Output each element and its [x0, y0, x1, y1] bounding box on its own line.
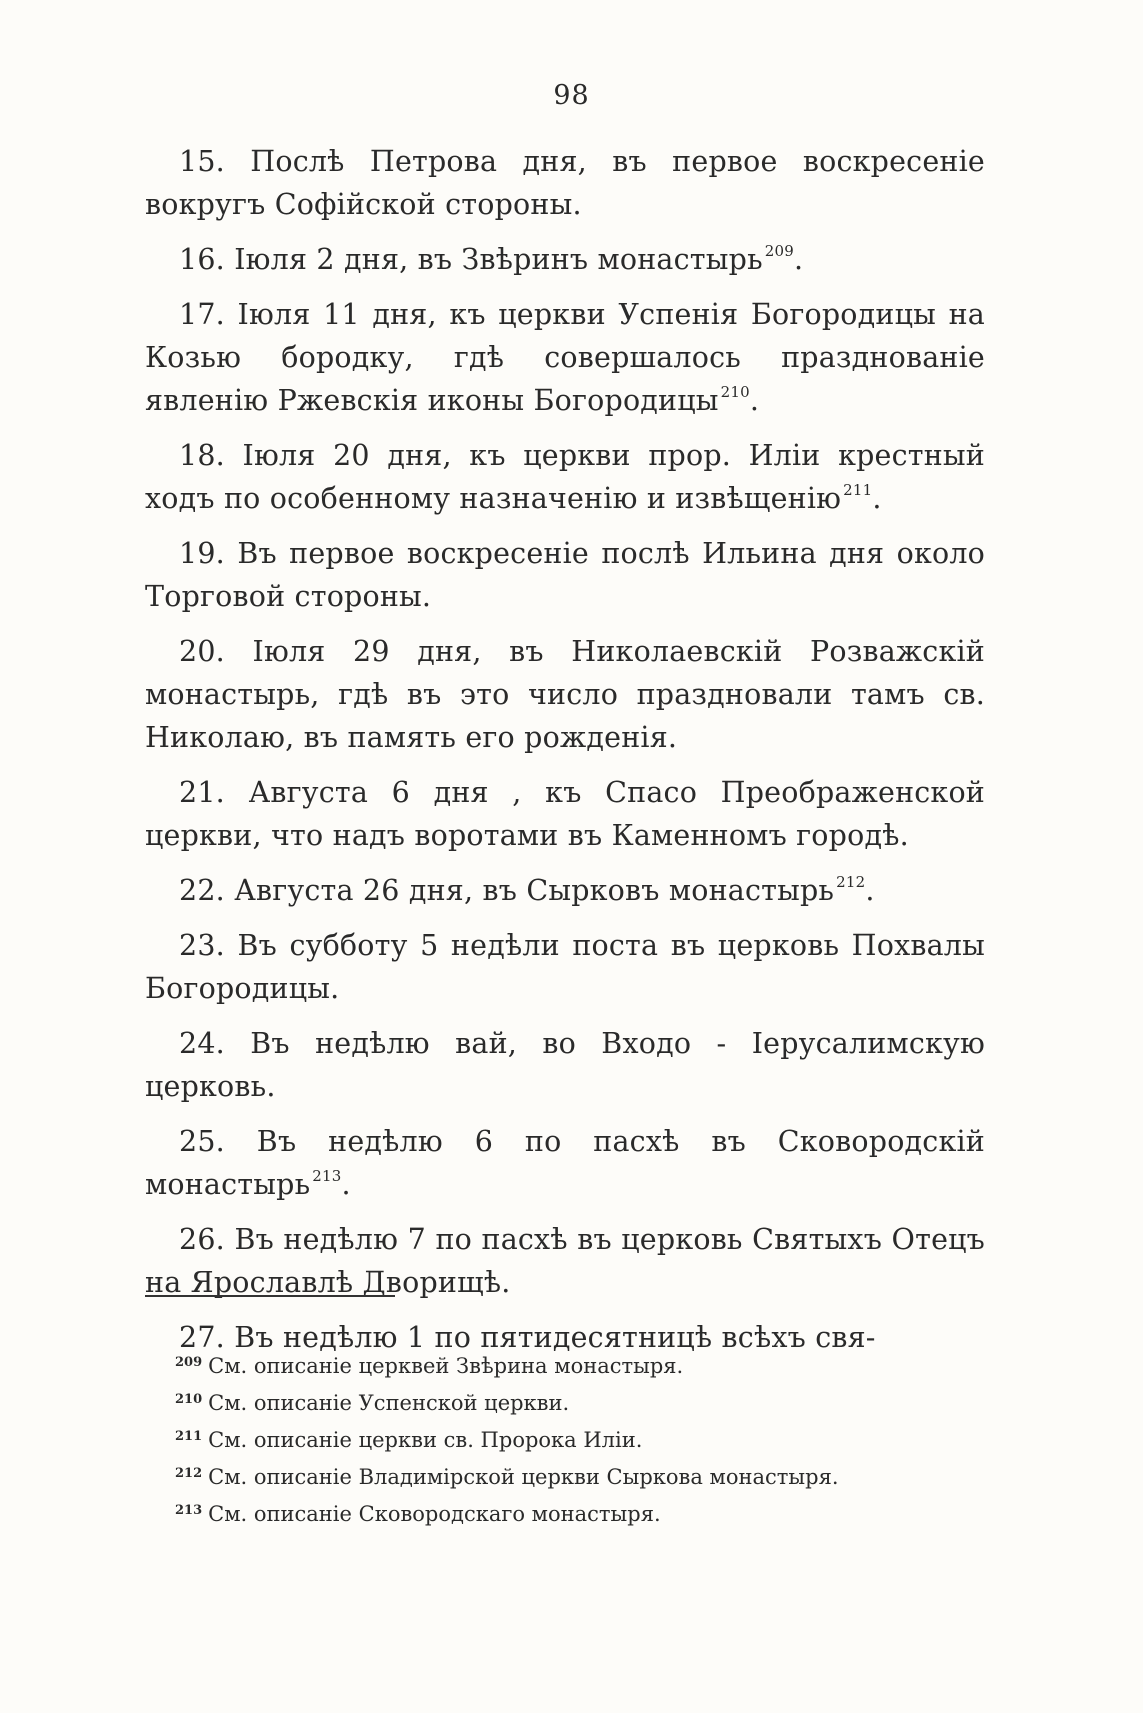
entry-number: 26. — [179, 1223, 225, 1256]
list-item — [145, 924, 985, 1010]
footnote — [175, 1459, 975, 1496]
entry-number: 21. — [179, 776, 225, 809]
footnote-divider — [145, 1295, 395, 1297]
entry-text: Въ недѣлю 6 по пасхѣ въ Сковородскій монастырь — [145, 1125, 985, 1201]
footnote-text: См. описаніе Успенской церкви. — [208, 1391, 570, 1415]
entry-number: 18. — [179, 439, 225, 472]
footnote-reference[interactable]: 209 — [764, 242, 795, 260]
list-item — [145, 532, 985, 618]
footnote-text: См. описаніе церквей Звѣрина монастыря. — [208, 1354, 684, 1378]
footnote-text: См. описаніе Владимірской церкви Сыркова монастыря. — [208, 1465, 839, 1489]
list-item — [145, 434, 985, 520]
entry-text: Въ недѣлю 1 по пятидесятницѣ всѣхъ свя- — [234, 1321, 876, 1354]
footnotes — [175, 1348, 975, 1533]
entry-number: 27. — [179, 1321, 225, 1354]
entry-text: Въ субботу 5 недѣли поста въ церковь Похвалы Богородицы. — [145, 929, 985, 1005]
entry-text: Іюля 29 дня, въ Николаевскій Розважскій монастырь, гдѣ въ это число праздновали тамъ св. Николаю, въ память его рожденія. — [145, 635, 985, 754]
list-item — [145, 869, 985, 912]
list-item — [145, 1120, 985, 1206]
list-item — [145, 771, 985, 857]
list-item — [145, 630, 985, 759]
footnote — [175, 1422, 975, 1459]
entry-number: 25. — [179, 1125, 225, 1158]
entry-text: Въ первое воскресеніе послѣ Ильина дня около Торговой стороны. — [145, 537, 985, 613]
list-item — [145, 293, 985, 422]
entry-tail: . — [794, 243, 804, 276]
entry-number: 15. — [179, 145, 225, 178]
entry-number: 19. — [179, 537, 225, 570]
entry-tail: . — [865, 874, 875, 907]
entry-text: Іюля 2 дня, въ Звѣринъ монастырь — [234, 243, 763, 276]
entry-number: 24. — [179, 1027, 225, 1060]
entry-number: 22. — [179, 874, 225, 907]
footnote-reference[interactable]: 213 — [312, 1167, 342, 1185]
entry-number: 20. — [179, 635, 225, 668]
entry-text: Въ недѣлю вай, во Входо - Іерусалимскую церковь. — [145, 1027, 986, 1103]
entry-text: Іюля 20 дня, къ церкви прор. Иліи крестный ходъ по особенному назначенію и извѣщенію — [145, 439, 985, 515]
entry-tail: . — [749, 384, 760, 417]
entry-text: Послѣ Петрова дня, въ первое воскресеніе вокругъ Софійской стороны. — [145, 145, 985, 221]
entry-text: Августа 26 дня, въ Сырковъ монастырь — [234, 874, 835, 907]
entry-text: Въ недѣлю 7 по пасхѣ въ церковь Святыхъ Отецъ на Ярославлѣ Дворищѣ. — [145, 1223, 985, 1299]
entry-number: 23. — [179, 929, 225, 962]
footnote — [175, 1385, 975, 1422]
page-number: 98 — [553, 80, 590, 111]
footnote-number: 210 — [175, 1392, 203, 1407]
entry-number: 16. — [179, 243, 225, 276]
entry-text: Августа 6 дня , къ Спасо Преображенской церкви, что надъ воротами въ Каменномъ городѣ. — [145, 776, 985, 852]
footnote-reference[interactable]: 210 — [720, 383, 750, 401]
footnote-reference[interactable]: 212 — [836, 873, 866, 891]
entry-number: 17. — [179, 298, 225, 331]
footnote-text: См. описаніе Сковородскаго монастыря. — [208, 1502, 661, 1526]
list-item — [145, 1218, 985, 1304]
footnote-text: См. описаніе церкви св. Пророка Иліи. — [208, 1428, 643, 1452]
list-item — [145, 140, 985, 226]
main-text — [145, 140, 985, 1371]
list-item — [145, 1022, 985, 1108]
footnote — [175, 1496, 975, 1533]
footnote-number: 212 — [175, 1466, 203, 1481]
footnote-number: 213 — [175, 1503, 203, 1518]
footnote-reference[interactable]: 211 — [843, 481, 873, 499]
footnote-number: 211 — [175, 1429, 203, 1444]
footnote — [175, 1348, 975, 1385]
list-item — [145, 238, 985, 281]
entry-tail: . — [872, 482, 882, 515]
entry-text: Іюля 11 дня, къ церкви Успенія Богородицы на Козью бородку, гдѣ совершалось празднованіе явленію Ржевскія иконы Богородицы — [145, 298, 985, 417]
footnote-number: 209 — [175, 1355, 203, 1370]
entry-tail: . — [341, 1168, 351, 1201]
